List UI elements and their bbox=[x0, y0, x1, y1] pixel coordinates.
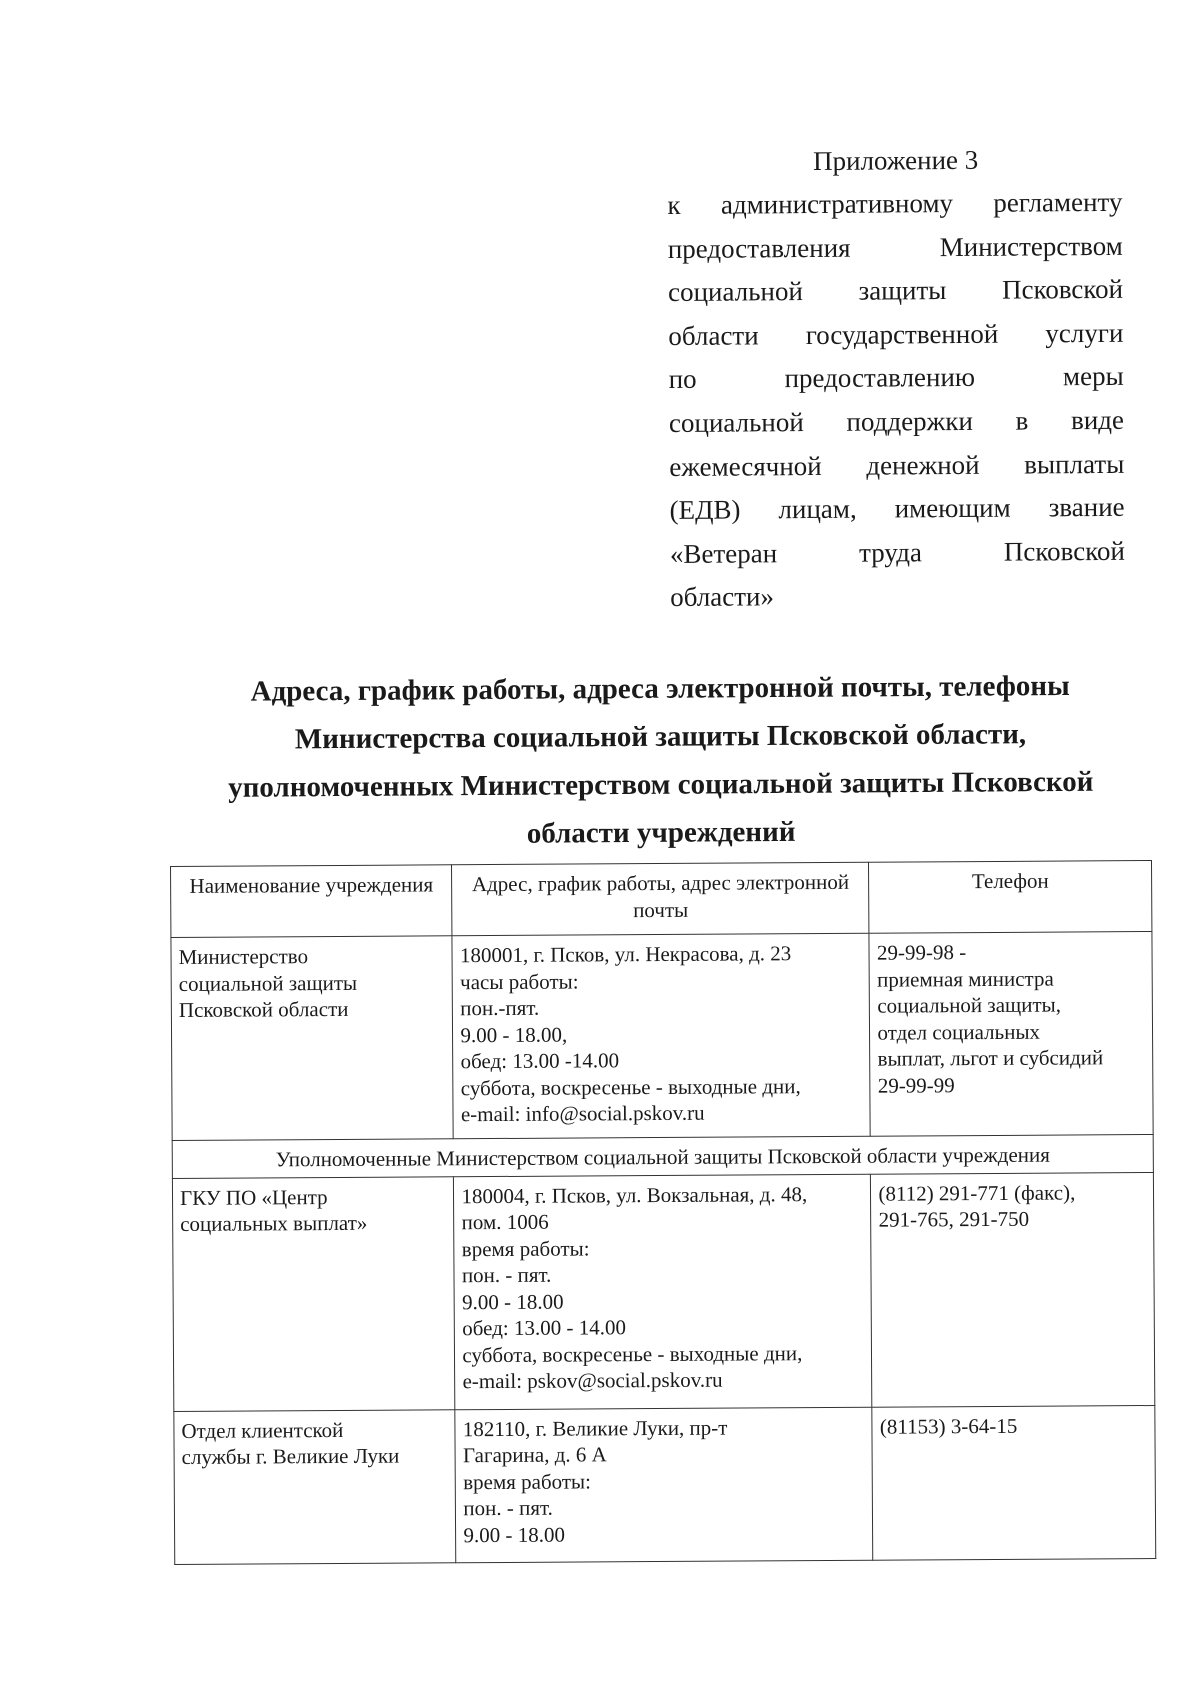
header-address: Адрес, график работы, адрес электронной почты bbox=[452, 862, 869, 936]
table-header-row bbox=[171, 861, 1152, 938]
cell-line: социальной защиты, bbox=[877, 992, 1062, 1018]
appendix-line: социальной защиты Псковской bbox=[667, 274, 1124, 308]
table-row-center bbox=[172, 1172, 1154, 1411]
appendix-line: области государственной услуги bbox=[668, 317, 1124, 351]
cell-line: пон. - пят. bbox=[463, 1495, 553, 1521]
contacts-table-wrapper bbox=[170, 860, 1156, 1564]
appendix-line: к административному регламенту bbox=[667, 186, 1123, 220]
cell-line: пон. - пят. bbox=[461, 1262, 552, 1288]
cell-line: 291-765, 291-750 bbox=[878, 1206, 1030, 1232]
cell-line: ГКУ ПО «Центр bbox=[179, 1184, 328, 1210]
cell-line: время работы: bbox=[461, 1235, 590, 1261]
cell-phone bbox=[869, 932, 1153, 1137]
cell-line: обед: 13.00 -14.00 bbox=[460, 1048, 620, 1074]
cell-address bbox=[454, 1174, 872, 1410]
cell-name bbox=[174, 1409, 456, 1564]
email-text: e-mail: info@social.pskov.ru bbox=[460, 1100, 705, 1127]
table-section-row bbox=[172, 1134, 1153, 1177]
cell-line: суббота, воскресенье - выходные дни, bbox=[462, 1340, 803, 1367]
cell-line: 180001, г. Псков, ул. Некрасова, д. 23 bbox=[459, 941, 792, 968]
cell-phone bbox=[871, 1172, 1155, 1407]
cell-line: (81153) 3-64-15 bbox=[879, 1413, 1018, 1439]
cell-name bbox=[172, 1176, 455, 1411]
cell-line: Отдел клиентской bbox=[181, 1417, 344, 1443]
appendix-block bbox=[667, 137, 1125, 620]
cell-line: Псковской области bbox=[178, 996, 349, 1022]
title-line: Адреса, график работы, адреса электронной почты, телефоны bbox=[250, 669, 1070, 708]
section-heading: Уполномоченные Министерством социальной защиты Псковской области учреждения bbox=[172, 1134, 1153, 1177]
cell-line: 9.00 - 18.00, bbox=[460, 1022, 568, 1047]
cell-line: обед: 13.00 - 14.00 bbox=[462, 1315, 627, 1341]
cell-line: 9.00 - 18.00 bbox=[463, 1522, 566, 1547]
table-row-ministry bbox=[171, 932, 1153, 1141]
header-phone: Телефон bbox=[869, 861, 1152, 934]
appendix-line: «Ветеран труда Псковской bbox=[669, 535, 1125, 569]
title-line: области учреждений bbox=[526, 815, 796, 850]
appendix-heading: Приложение 3 bbox=[812, 144, 979, 176]
cell-name bbox=[171, 936, 454, 1141]
cell-line: 29-99-99 bbox=[877, 1072, 955, 1098]
cell-line: часы работы: bbox=[460, 969, 579, 994]
cell-line: социальных выплат» bbox=[180, 1210, 368, 1236]
cell-line: Министерство bbox=[178, 944, 309, 969]
cell-line: 180004, г. Псков, ул. Вокзальная, д. 48, bbox=[461, 1181, 808, 1208]
cell-line: пон.-пят. bbox=[460, 995, 540, 1021]
contacts-table bbox=[170, 860, 1156, 1564]
cell-line: 9.00 - 18.00 bbox=[461, 1289, 564, 1314]
cell-line: (8112) 291-771 (факс), bbox=[878, 1179, 1076, 1206]
header-name: Наименование учреждения bbox=[171, 865, 453, 938]
cell-line: пом. 1006 bbox=[461, 1209, 549, 1235]
appendix-line: предоставления Министерством bbox=[667, 230, 1123, 264]
cell-line: выплат, льгот и субсидий bbox=[877, 1045, 1104, 1071]
email-text: e-mail: pskov@social.pskov.ru bbox=[462, 1367, 723, 1394]
cell-address bbox=[452, 933, 870, 1139]
appendix-line: ежемесячной денежной выплаты bbox=[669, 448, 1125, 482]
cell-line: 182110, г. Великие Луки, пр-т bbox=[462, 1415, 728, 1441]
document-title bbox=[200, 662, 1121, 860]
title-line: уполномоченных Министерством социальной защиты Псковской bbox=[228, 765, 1094, 804]
appendix-line: социальной поддержки в виде bbox=[668, 404, 1125, 438]
cell-line: службы г. Великие Луки bbox=[181, 1443, 400, 1469]
title-line: Министерства социальной защиты Псковской области, bbox=[294, 718, 1027, 756]
cell-line: социальной защиты bbox=[178, 970, 358, 996]
cell-line: Гагарина, д. 6 А bbox=[462, 1442, 607, 1468]
cell-line: суббота, воскресенье - выходные дни, bbox=[460, 1073, 801, 1100]
cell-phone bbox=[872, 1405, 1156, 1560]
cell-line: 29-99-98 - bbox=[876, 940, 967, 965]
cell-line: время работы: bbox=[463, 1468, 592, 1494]
cell-line: отдел социальных bbox=[877, 1019, 1041, 1045]
appendix-line: области» bbox=[670, 581, 775, 613]
cell-address bbox=[455, 1407, 873, 1563]
cell-line: приемная министра bbox=[877, 966, 1054, 992]
appendix-line: по предоставлению меры bbox=[668, 361, 1124, 395]
table-row-luki bbox=[174, 1405, 1156, 1564]
appendix-line: (ЕДВ) лицам, имеющим звание bbox=[669, 491, 1125, 526]
